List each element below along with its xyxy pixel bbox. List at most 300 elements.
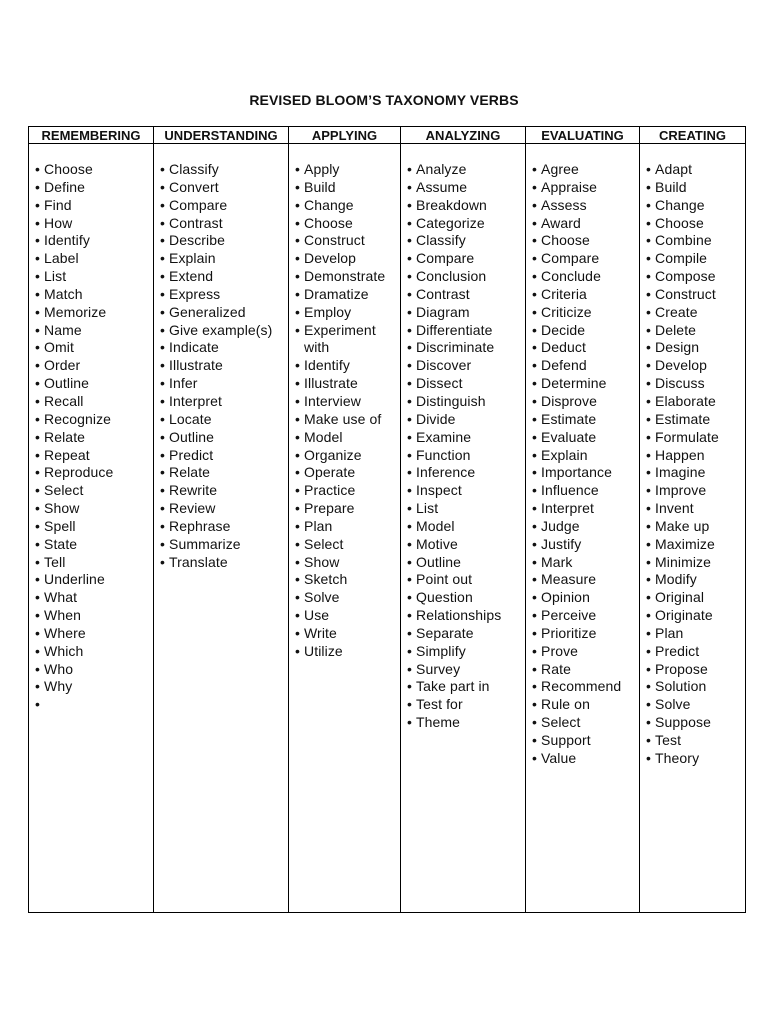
list-item (532, 197, 639, 215)
verb-text: Original (655, 589, 705, 606)
verb-text: Survey (416, 660, 461, 677)
list-item (407, 375, 525, 393)
verb-text: Simplify (416, 642, 466, 659)
bullet-icon: • (35, 535, 41, 552)
bullet-icon: • (35, 589, 41, 606)
list-item (35, 607, 153, 625)
bullet-icon: • (646, 696, 652, 713)
list-item (532, 518, 639, 536)
verb-text: Minimize (655, 553, 712, 570)
verb-text: Diagram (416, 303, 470, 320)
verb-text: Interview (304, 392, 361, 409)
verb-text: Convert (169, 178, 219, 195)
verb-text: Summarize (169, 535, 241, 552)
bullet-icon: • (295, 589, 301, 606)
bullet-icon: • (646, 232, 652, 249)
bullet-icon: • (532, 375, 538, 392)
bullet-icon: • (532, 214, 538, 231)
bullet-icon: • (532, 268, 538, 285)
verb-text: Rewrite (169, 482, 218, 499)
list-item (646, 393, 745, 411)
bullet-icon: • (532, 232, 538, 249)
list-item (295, 625, 400, 643)
list-item (407, 250, 525, 268)
bullet-icon: • (646, 446, 652, 463)
verb-text: Disprove (541, 392, 598, 409)
bullet-icon: • (532, 607, 538, 624)
bullet-icon: • (295, 571, 301, 588)
verb-text: Appraise (541, 178, 598, 195)
verb-text: Change (304, 196, 354, 213)
bullet-icon: • (407, 624, 413, 641)
taxonomy-table (28, 126, 746, 913)
verb-text: Imagine (655, 464, 706, 481)
list-item (532, 393, 639, 411)
list-item (295, 518, 400, 536)
bullet-icon: • (407, 517, 413, 534)
list-item (295, 482, 400, 500)
bullet-icon: • (295, 357, 301, 374)
list-item (160, 447, 288, 465)
list-item (407, 536, 525, 554)
bullet-icon: • (407, 303, 413, 320)
bullet-icon: • (407, 321, 413, 338)
list-item (646, 232, 745, 250)
verb-text: Dissect (416, 375, 463, 392)
list-item (35, 625, 153, 643)
list-item (160, 339, 288, 357)
header-remembering: REMEMBERING (29, 127, 154, 144)
bullet-icon: • (35, 250, 41, 267)
bullet-icon: • (295, 553, 301, 570)
header-row (29, 127, 746, 144)
bullet-icon: • (646, 660, 652, 677)
bullet-icon: • (532, 571, 538, 588)
bullet-icon: • (35, 357, 41, 374)
verb-text: Review (169, 500, 216, 517)
verb-text: Sketch (304, 571, 348, 588)
verb-text: Plan (304, 517, 333, 534)
list-item (407, 411, 525, 429)
bullet-icon: • (160, 268, 166, 285)
list-item (646, 447, 745, 465)
bullet-icon: • (35, 446, 41, 463)
verb-text: How (44, 214, 73, 231)
bullet-icon: • (532, 446, 538, 463)
bullet-icon: • (295, 392, 301, 409)
verb-text: Measure (541, 571, 597, 588)
verb-text: Describe (169, 232, 226, 249)
bullet-icon: • (35, 571, 41, 588)
verb-text: Outline (169, 428, 215, 445)
bullet-icon: • (532, 196, 538, 213)
bullet-icon: • (295, 482, 301, 499)
verb-text: Design (655, 339, 700, 356)
bullet-icon: • (160, 303, 166, 320)
list-item (160, 197, 288, 215)
bullet-icon: • (295, 303, 301, 320)
verb-text: Judge (541, 517, 580, 534)
list-item (646, 411, 745, 429)
list-item (295, 643, 400, 661)
list-item (646, 339, 745, 357)
bullet-icon: • (295, 464, 301, 481)
list-item (646, 696, 745, 714)
bullet-icon: • (646, 285, 652, 302)
verb-text: Maximize (655, 535, 715, 552)
list-item (35, 268, 153, 286)
verb-text: Develop (304, 250, 357, 267)
verb-text: Which (44, 642, 84, 659)
bullet-icon: • (35, 303, 41, 320)
list-item (295, 589, 400, 607)
list-item (35, 286, 153, 304)
verb-text: Where (44, 624, 86, 641)
bullet-icon: • (646, 714, 652, 731)
bullet-icon: • (407, 482, 413, 499)
verb-text: Value (541, 749, 577, 766)
verb-text: Relate (44, 428, 86, 445)
bullet-icon: • (35, 375, 41, 392)
bullet-icon: • (646, 589, 652, 606)
cell-remembering (29, 144, 154, 913)
verb-text: Compose (655, 268, 716, 285)
list-item (646, 554, 745, 572)
list-item (407, 554, 525, 572)
verb-text: Make up (655, 517, 710, 534)
list-item (646, 464, 745, 482)
verb-text: Divide (416, 410, 456, 427)
bullet-icon: • (407, 392, 413, 409)
list-item (295, 286, 400, 304)
list-item (407, 393, 525, 411)
bullet-icon: • (35, 285, 41, 302)
header-understanding: UNDERSTANDING (154, 127, 289, 144)
verb-text: Originate (655, 607, 713, 624)
list-item (646, 215, 745, 233)
list-item (295, 464, 400, 482)
list-item (35, 500, 153, 518)
list-item (160, 375, 288, 393)
verb-text: Discriminate (416, 339, 495, 356)
verb-text: Separate (416, 624, 474, 641)
list-item (407, 179, 525, 197)
bullet-icon: • (407, 268, 413, 285)
bullet-icon: • (295, 446, 301, 463)
verb-text: Infer (169, 375, 198, 392)
list-item (646, 179, 745, 197)
list-item (646, 661, 745, 679)
bullet-icon: • (35, 161, 41, 177)
verb-text: Experiment (304, 321, 376, 338)
list-item (407, 589, 525, 607)
list-item (160, 464, 288, 482)
bullet-icon: • (295, 285, 301, 302)
verb-text: Extend (169, 268, 214, 285)
bullet-icon: • (160, 196, 166, 213)
list-item (35, 464, 153, 482)
list-item (295, 393, 400, 411)
bullet-icon: • (295, 232, 301, 249)
header-creating: CREATING (640, 127, 746, 144)
verb-text: Translate (169, 553, 228, 570)
bullet-icon: • (160, 482, 166, 499)
bullet-icon: • (407, 339, 413, 356)
bullet-icon: • (160, 161, 166, 177)
verb-text: Categorize (416, 214, 485, 231)
bullet-icon: • (532, 464, 538, 481)
verb-text: Analyze (416, 161, 467, 177)
bullet-icon: • (35, 339, 41, 356)
list-item (646, 197, 745, 215)
list-item (646, 161, 745, 179)
verb-text: Define (44, 178, 86, 195)
list-item (35, 357, 153, 375)
bullet-icon: • (295, 161, 301, 177)
cell-evaluating (526, 144, 640, 913)
verb-text: Locate (169, 410, 212, 427)
bullet-icon: • (646, 428, 652, 445)
bullet-icon: • (532, 250, 538, 267)
bullet-icon: • (160, 428, 166, 445)
header-applying: APPLYING (289, 127, 401, 144)
list-item (646, 375, 745, 393)
list-item (35, 250, 153, 268)
bullet-icon: • (160, 517, 166, 534)
list-item (646, 571, 745, 589)
verb-text: Interpret (541, 500, 595, 517)
bullet-icon: • (532, 410, 538, 427)
verb-text: Show (304, 553, 340, 570)
cell-analyzing (401, 144, 526, 913)
list-item (407, 678, 525, 696)
verb-text: Compare (416, 250, 475, 267)
bullet-icon: • (532, 696, 538, 713)
bullet-icon: • (407, 196, 413, 213)
verb-text: Relate (169, 464, 211, 481)
list-item (646, 304, 745, 322)
verb-text: Recognize (44, 410, 112, 427)
list-item (532, 571, 639, 589)
verb-text: Utilize (304, 642, 343, 659)
bullet-icon: • (646, 678, 652, 695)
bullet-icon: • (646, 214, 652, 231)
verb-text: Memorize (44, 303, 107, 320)
verb-list-applying (295, 161, 400, 661)
list-item (407, 714, 525, 732)
header-analyzing: ANALYZING (401, 127, 526, 144)
verb-text: Recall (44, 392, 84, 409)
verb-text: Rephrase (169, 517, 231, 534)
bullet-icon: • (160, 535, 166, 552)
verb-text: Order (44, 357, 81, 374)
list-item (295, 197, 400, 215)
verb-text: Suppose (655, 714, 711, 731)
verb-text: What (44, 589, 78, 606)
bullet-icon: • (160, 285, 166, 302)
list-item (35, 161, 153, 179)
list-item (646, 750, 745, 768)
list-item (532, 607, 639, 625)
verb-text: Award (541, 214, 581, 231)
list-item (295, 447, 400, 465)
verb-text: Justify (541, 535, 582, 552)
list-item (532, 447, 639, 465)
list-item (532, 464, 639, 482)
bullet-icon: • (646, 339, 652, 356)
verb-text: State (44, 535, 78, 552)
verb-text: Choose (304, 214, 353, 231)
list-item (407, 232, 525, 250)
list-item (295, 536, 400, 554)
bullet-icon: • (35, 232, 41, 249)
verb-text: When (44, 607, 81, 624)
bullet-icon: • (532, 642, 538, 659)
bullet-icon: • (407, 375, 413, 392)
bullet-icon: • (407, 410, 413, 427)
verb-text: Criteria (541, 285, 587, 302)
list-item (646, 714, 745, 732)
bullet-icon: • (407, 589, 413, 606)
verbs-row (29, 144, 746, 913)
bullet-icon: • (35, 660, 41, 677)
list-item (295, 339, 400, 357)
verb-text: Point out (416, 571, 473, 588)
bullet-icon: • (295, 214, 301, 231)
bullet-icon: • (295, 321, 301, 338)
list-item (160, 286, 288, 304)
list-item (532, 625, 639, 643)
list-item (35, 304, 153, 322)
list-item (35, 411, 153, 429)
list-item (160, 429, 288, 447)
bullet-icon: • (646, 357, 652, 374)
verb-text: Propose (655, 660, 708, 677)
bullet-icon: • (532, 178, 538, 195)
bullet-icon: • (532, 303, 538, 320)
bullet-icon: • (646, 375, 652, 392)
list-item (532, 268, 639, 286)
bullet-icon: • (532, 589, 538, 606)
list-item (160, 393, 288, 411)
bullet-icon: • (532, 392, 538, 409)
verb-text: Prove (541, 642, 579, 659)
verb-text: Select (304, 535, 344, 552)
bullet-icon: • (160, 232, 166, 249)
bullet-icon: • (407, 214, 413, 231)
bullet-icon: • (35, 268, 41, 285)
verb-text: Differentiate (416, 321, 493, 338)
list-item (532, 322, 639, 340)
verb-text: Illustrate (304, 375, 358, 392)
verb-text: Match (44, 285, 83, 302)
list-item (35, 571, 153, 589)
bullet-icon: • (646, 571, 652, 588)
verb-text: Breakdown (416, 196, 487, 213)
verb-text: Conclusion (416, 268, 487, 285)
verb-text: Develop (655, 357, 708, 374)
list-item (407, 161, 525, 179)
bullet-icon: • (160, 464, 166, 481)
bullet-icon: • (532, 624, 538, 641)
verb-text: Label (44, 250, 79, 267)
bullet-icon: • (35, 642, 41, 659)
list-item (35, 322, 153, 340)
verb-text: Rate (541, 660, 571, 677)
verb-text: Decide (541, 321, 586, 338)
verb-text: Build (304, 178, 336, 195)
bullet-icon: • (532, 660, 538, 677)
verb-text: Motive (416, 535, 458, 552)
bullet-icon: • (407, 660, 413, 677)
verb-text: Write (304, 624, 337, 641)
bullet-icon: • (646, 161, 652, 177)
bullet-icon: • (532, 732, 538, 748)
verb-text: Illustrate (169, 357, 223, 374)
list-item (295, 554, 400, 572)
bullet-icon: • (35, 482, 41, 499)
list-item (532, 643, 639, 661)
bullet-icon: • (532, 535, 538, 552)
list-item (35, 536, 153, 554)
list-item (407, 607, 525, 625)
verb-text: Classify (416, 232, 466, 249)
bullet-icon: • (35, 410, 41, 427)
list-item (35, 482, 153, 500)
bullet-icon: • (160, 553, 166, 570)
document-title: REVISED BLOOM’S TAXONOMY VERBS (249, 92, 519, 108)
bullet-icon: • (295, 250, 301, 267)
list-item (295, 429, 400, 447)
cell-creating (640, 144, 746, 913)
bullet-icon: • (646, 410, 652, 427)
list-item (646, 286, 745, 304)
verb-text: Relationships (416, 607, 502, 624)
list-item (35, 232, 153, 250)
bullet-icon: • (35, 178, 41, 195)
verb-text: Outline (44, 375, 90, 392)
verb-text: Assume (416, 178, 468, 195)
bullet-icon: • (295, 196, 301, 213)
verb-text: Organize (304, 446, 362, 463)
verb-text: Choose (655, 214, 704, 231)
list-item (532, 215, 639, 233)
bullet-icon: • (532, 357, 538, 374)
verb-text: Determine (541, 375, 607, 392)
bullet-icon: • (532, 285, 538, 302)
bullet-icon: • (160, 500, 166, 517)
verb-text: Name (44, 321, 82, 338)
verb-text: Estimate (655, 410, 711, 427)
bullet-icon: • (646, 482, 652, 499)
list-item (532, 714, 639, 732)
list-item (407, 625, 525, 643)
list-item (532, 696, 639, 714)
verb-text: Employ (304, 303, 352, 320)
verb-text: Choose (541, 232, 590, 249)
list-item (160, 304, 288, 322)
list-item (35, 678, 153, 696)
bullet-icon: • (35, 321, 41, 338)
bullet-icon: • (407, 500, 413, 517)
verb-text: Improve (655, 482, 707, 499)
list-item (407, 339, 525, 357)
list-item (407, 482, 525, 500)
verb-text: Theme (416, 714, 461, 731)
list-item (532, 589, 639, 607)
bullet-icon: • (160, 250, 166, 267)
list-item (532, 179, 639, 197)
